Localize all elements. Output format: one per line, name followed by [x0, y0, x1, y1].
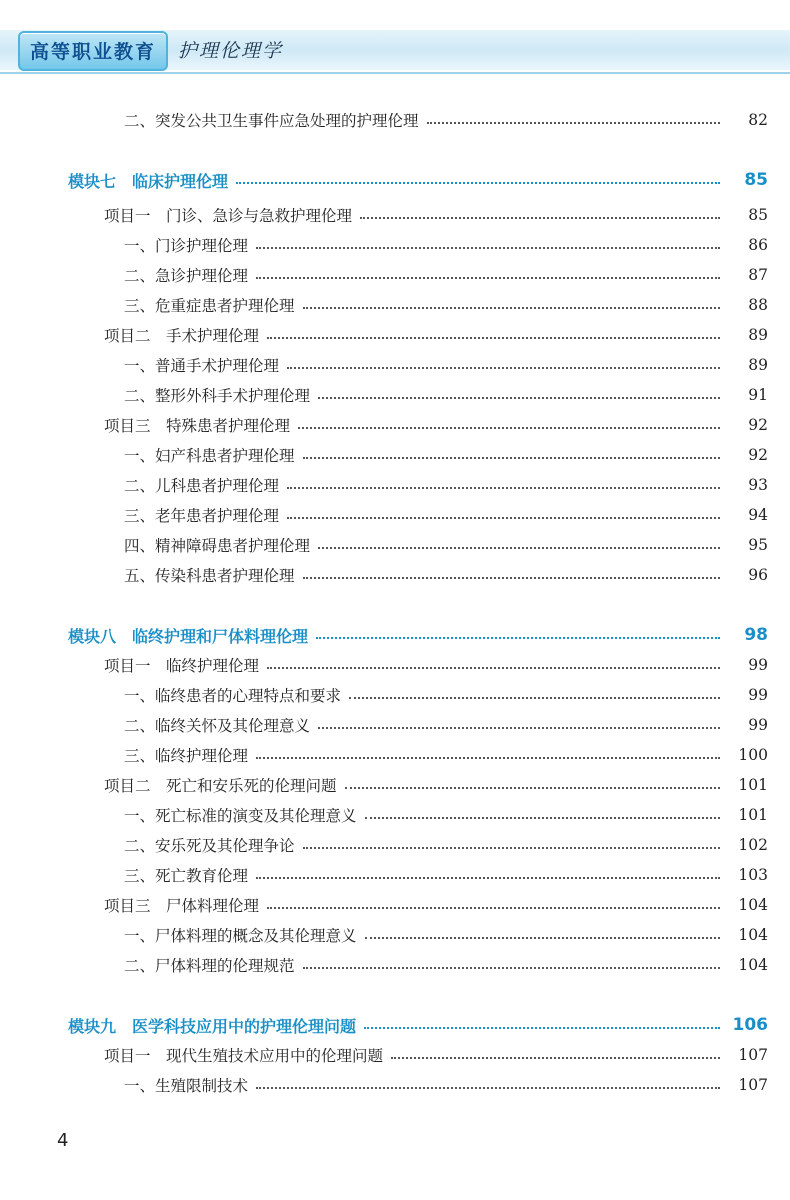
toc-entry-title: 五、传染科患者护理伦理 — [124, 567, 295, 585]
toc-entry-title: 二、儿科患者护理伦理 — [124, 477, 280, 495]
toc-module-entry — [68, 165, 768, 195]
toc-page-number: 104 — [738, 926, 768, 944]
toc-entry-title: 项目三 特殊患者护理伦理 — [104, 417, 291, 435]
page-number: 4 — [57, 1130, 69, 1151]
dot-leader — [303, 455, 720, 459]
toc-page-number: 98 — [744, 625, 768, 645]
toc-entry-title: 三、危重症患者护理伦理 — [124, 297, 295, 315]
dot-leader — [318, 545, 720, 549]
toc-entry-title: 一、普通手术护理伦理 — [124, 357, 280, 375]
toc-page-number: 103 — [738, 866, 768, 884]
dot-leader — [256, 1085, 720, 1089]
toc-page-number: 92 — [748, 416, 768, 434]
dot-leader — [287, 515, 720, 519]
toc-entry-title: 二、突发公共卫生事件应急处理的护理伦理 — [124, 112, 419, 130]
toc-entry-title: 二、临终关怀及其伦理意义 — [124, 717, 311, 735]
toc-page-number: 82 — [748, 111, 768, 129]
dot-leader — [287, 365, 720, 369]
toc-section-entry — [124, 800, 768, 830]
toc-section-entry — [124, 740, 768, 770]
toc-section-entry — [124, 530, 768, 560]
toc-page-number: 94 — [748, 506, 768, 524]
dot-leader — [267, 665, 720, 669]
toc-page-number: 101 — [738, 806, 768, 824]
toc-page-number: 85 — [744, 170, 768, 190]
toc-entry-title: 一、妇产科患者护理伦理 — [124, 447, 295, 465]
toc-page-number: 104 — [738, 896, 768, 914]
toc-entry-title: 项目一 门诊、急诊与急救护理伦理 — [104, 207, 353, 225]
dot-leader — [267, 335, 720, 339]
dot-leader — [364, 1025, 720, 1029]
toc-entry-title: 一、门诊护理伦理 — [124, 237, 249, 255]
toc-project-entry — [104, 410, 768, 440]
book-title: 护理伦理学 — [178, 40, 284, 62]
dot-leader — [303, 845, 720, 849]
dot-leader — [349, 695, 720, 699]
dot-leader — [427, 120, 720, 124]
toc-page-number: 99 — [748, 656, 768, 674]
toc-section-entry — [124, 920, 768, 950]
toc-entry-title: 二、整形外科手术护理伦理 — [124, 387, 311, 405]
toc-module-entry — [68, 1010, 768, 1040]
toc-section-entry — [124, 500, 768, 530]
dot-leader — [287, 485, 720, 489]
toc-entry-title: 二、安乐死及其伦理争论 — [124, 837, 295, 855]
toc-section-entry — [124, 1070, 768, 1100]
toc-page-number: 101 — [738, 776, 768, 794]
toc-section-entry — [124, 380, 768, 410]
toc-entry-title: 模块七 临床护理伦理 — [68, 171, 229, 191]
toc-entry-title: 项目三 尸体料理伦理 — [104, 897, 260, 915]
dot-leader — [256, 755, 720, 759]
toc-project-entry — [104, 1040, 768, 1070]
dot-leader — [318, 725, 720, 729]
toc-page-number: 96 — [748, 566, 768, 584]
toc-page-number: 104 — [738, 956, 768, 974]
toc-section-entry — [124, 260, 768, 290]
toc-entry-title: 二、尸体料理的伦理规范 — [124, 957, 295, 975]
toc-section-entry — [124, 470, 768, 500]
toc-page-number: 107 — [738, 1076, 768, 1094]
toc-page-number: 92 — [748, 446, 768, 464]
toc-project-entry — [104, 320, 768, 350]
dot-leader — [316, 635, 720, 639]
toc-section-entry — [124, 950, 768, 980]
toc-section-entry — [124, 440, 768, 470]
toc-page-number: 88 — [748, 296, 768, 314]
dot-leader — [303, 965, 720, 969]
dot-leader — [236, 180, 720, 184]
toc-page-number: 85 — [748, 206, 768, 224]
dot-leader — [298, 425, 720, 429]
series-badge — [18, 31, 168, 71]
toc-section-entry — [124, 350, 768, 380]
toc-section-entry — [124, 710, 768, 740]
toc-section-entry — [124, 560, 768, 590]
toc-module-entry — [68, 620, 768, 650]
toc-project-entry — [104, 770, 768, 800]
toc-entry-title: 一、尸体料理的概念及其伦理意义 — [124, 927, 357, 945]
toc-project-entry — [104, 650, 768, 680]
toc-entry-title: 项目二 死亡和安乐死的伦理问题 — [104, 777, 337, 795]
dot-leader — [303, 305, 720, 309]
toc-entry-title: 模块九 医学科技应用中的护理伦理问题 — [68, 1016, 357, 1036]
dot-leader — [391, 1055, 720, 1059]
dot-leader — [256, 245, 720, 249]
toc-entry-title: 项目二 手术护理伦理 — [104, 327, 260, 345]
toc-page-number: 93 — [748, 476, 768, 494]
toc-page-number: 91 — [748, 386, 768, 404]
toc-entry-title: 四、精神障碍患者护理伦理 — [124, 537, 311, 555]
toc-entry-title: 项目一 临终护理伦理 — [104, 657, 260, 675]
toc-entry-title: 三、死亡教育伦理 — [124, 867, 249, 885]
toc-project-entry — [104, 200, 768, 230]
toc-section-entry — [124, 680, 768, 710]
toc-project-entry — [104, 890, 768, 920]
toc-entry-title: 模块八 临终护理和尸体料理伦理 — [68, 626, 309, 646]
dot-leader — [365, 935, 720, 939]
toc-page-number: 95 — [748, 536, 768, 554]
toc-page-number: 87 — [748, 266, 768, 284]
toc-page-number: 86 — [748, 236, 768, 254]
dot-leader — [267, 905, 720, 909]
toc-page-number: 99 — [748, 716, 768, 734]
header-rule — [0, 72, 790, 74]
toc-entry-title: 一、死亡标准的演变及其伦理意义 — [124, 807, 357, 825]
toc-section-entry — [124, 830, 768, 860]
toc-page-number: 102 — [738, 836, 768, 854]
dot-leader — [365, 815, 720, 819]
toc-entry-title: 项目一 现代生殖技术应用中的伦理问题 — [104, 1047, 384, 1065]
series-name: 高等职业教育 — [29, 41, 156, 63]
dot-leader — [360, 215, 720, 219]
toc-section-entry — [124, 230, 768, 260]
toc-section-entry — [124, 105, 768, 135]
dot-leader — [345, 785, 720, 789]
toc-page-number: 107 — [738, 1046, 768, 1064]
toc-page-number: 89 — [748, 326, 768, 344]
dot-leader — [256, 275, 720, 279]
toc-entry-title: 三、临终护理伦理 — [124, 747, 249, 765]
toc-section-entry — [124, 860, 768, 890]
dot-leader — [318, 395, 720, 399]
toc-entry-title: 三、老年患者护理伦理 — [124, 507, 280, 525]
toc-section-entry — [124, 290, 768, 320]
dot-leader — [256, 875, 720, 879]
toc-page-number: 106 — [732, 1015, 768, 1035]
toc-entry-title: 一、生殖限制技术 — [124, 1077, 249, 1095]
toc-page-number: 99 — [748, 686, 768, 704]
toc-entry-title: 二、急诊护理伦理 — [124, 267, 249, 285]
toc-page-number: 89 — [748, 356, 768, 374]
toc-entry-title: 一、临终患者的心理特点和要求 — [124, 687, 342, 705]
toc-page-number: 100 — [738, 746, 768, 764]
dot-leader — [303, 575, 720, 579]
running-header — [0, 0, 790, 95]
